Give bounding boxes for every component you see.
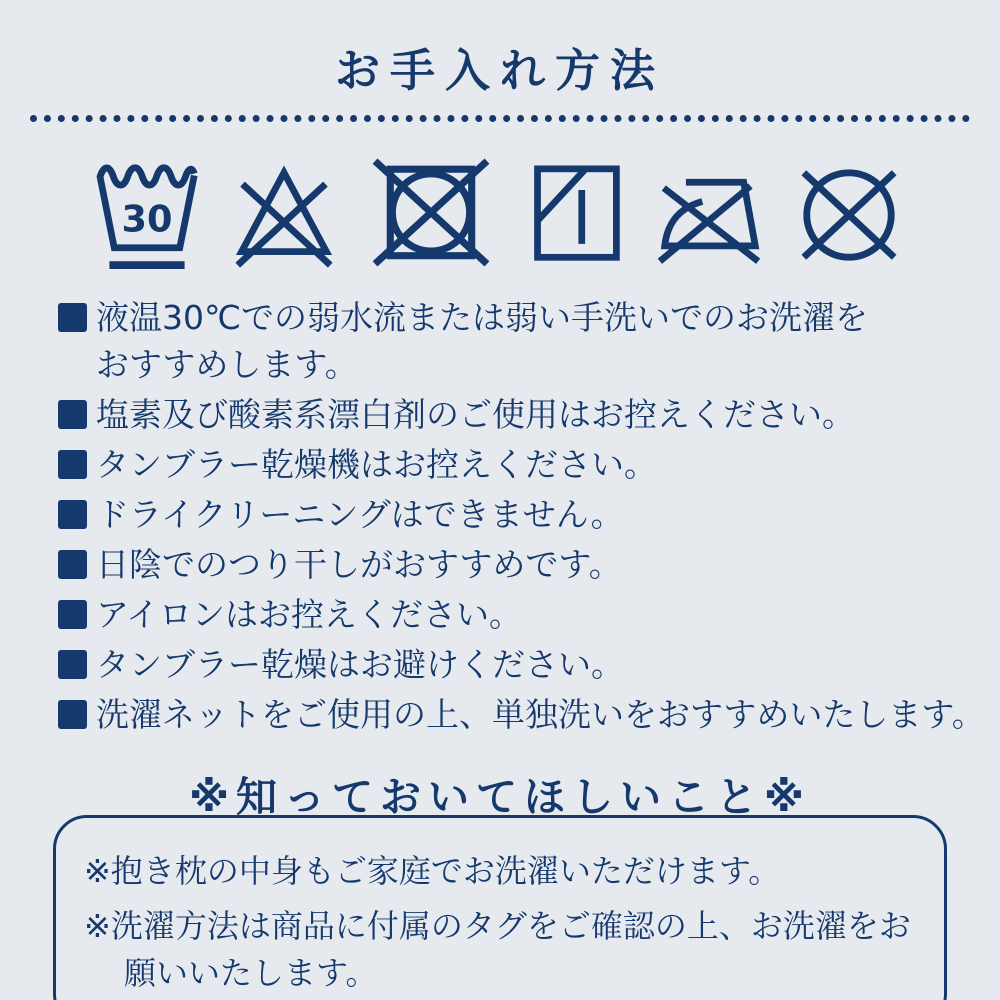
instruction-text: 塩素及び酸素系漂白剤のご使用はお控えください。 [96, 395, 855, 434]
instruction-text: 洗濯ネットをご使用の上、単独洗いをおすすめいたします。 [96, 695, 985, 734]
square-bullet-icon [58, 303, 87, 332]
care-icons-row [94, 156, 904, 274]
instruction-text: ドライクリーニングはできません。 [96, 495, 624, 534]
instruction-text: 液温30℃での弱水流または弱い手洗いでのお洗濯をおすすめします。 [96, 298, 869, 384]
instruction-item [58, 294, 1000, 388]
instruction-text: 日陰でのつり干しがおすすめです。 [96, 545, 622, 584]
square-bullet-icon [58, 650, 87, 679]
note-item: ※洗濯方法は商品に付属のタグをご確認の上、お洗濯をお願いいたします。 [84, 907, 911, 992]
instruction-item [58, 591, 1000, 638]
no-bleach-icon [231, 159, 337, 271]
instruction-item [58, 491, 1000, 538]
wash-30-gentle-icon [94, 156, 200, 274]
square-bullet-icon [58, 400, 87, 429]
instruction-text: タンブラー乾燥はお避けください。 [96, 645, 624, 684]
dotted-divider [30, 115, 970, 122]
page-title: お手入れ方法 [334, 44, 665, 97]
instruction-text: タンブラー乾燥機はお控えください。 [96, 445, 657, 484]
note-item: ※抱き枕の中身もご家庭でお洗濯いただけます。 [84, 852, 781, 890]
instruction-item [58, 541, 1000, 588]
wash-temp-label: 30 [121, 197, 173, 241]
instruction-item [58, 691, 1000, 738]
square-bullet-icon [58, 500, 87, 529]
instruction-item [58, 391, 1000, 438]
square-bullet-icon [58, 700, 87, 729]
shade-line-dry-icon [526, 159, 626, 271]
notes-box [53, 815, 947, 1000]
square-bullet-icon [58, 600, 87, 629]
square-bullet-icon [58, 450, 87, 479]
instruction-text: アイロンはお控えください。 [96, 595, 523, 634]
instruction-item [58, 641, 1000, 688]
notes-heading: ※知っておいてほしいこと※ [189, 773, 811, 821]
square-bullet-icon [58, 550, 87, 579]
instruction-list [58, 294, 1000, 738]
instruction-item [58, 441, 1000, 488]
no-iron-icon [657, 159, 763, 271]
no-dry-clean-icon [794, 159, 904, 271]
no-tumble-dry-icon [368, 157, 494, 273]
